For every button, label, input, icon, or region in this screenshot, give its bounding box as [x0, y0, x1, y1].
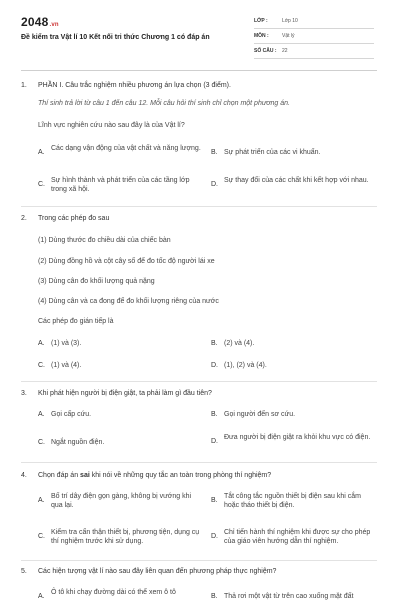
question-text-part: Chọn đáp án — [38, 472, 81, 479]
option-text: (1) và (3). — [51, 340, 82, 347]
option-b[interactable] — [211, 148, 376, 157]
option-c[interactable] — [38, 361, 203, 370]
option-letter: D. — [211, 181, 218, 188]
option-text: Sự thay đổi của các chất khi kết hợp với nhau. — [224, 177, 369, 184]
question-5 — [21, 567, 377, 576]
option-text: Chỉ tiến hành thí nghiệm khi được sự cho phép của giáo viên hướng dẫn thí nghiệm. — [224, 529, 371, 546]
option-text: Ô tô khi chạy đường dài có thể xem ô tô — [51, 589, 176, 596]
option-text: Tắt công tắc nguồn thiết bị điện sau khi cắm hoặc tháo thiết bị điện. — [224, 493, 361, 510]
document-title: Đề kiểm tra Vật lí 10 Kết nối tri thức Chương 1 có đáp án — [21, 34, 210, 41]
option-text: Gọi người đến sơ cứu. — [224, 411, 296, 418]
option-letter: B. — [211, 497, 218, 504]
question-4 — [21, 471, 377, 480]
option-d[interactable] — [211, 433, 376, 446]
question-number: 3. — [21, 390, 27, 397]
meta-value: Vật lý — [282, 32, 295, 39]
question-divider — [21, 381, 377, 382]
question-2 — [21, 214, 377, 223]
option-b[interactable] — [211, 339, 376, 348]
question-divider — [21, 206, 377, 207]
option-letter: A. — [38, 340, 45, 347]
meta-subject — [254, 29, 374, 44]
meta-key: SỐ CÂU : — [254, 47, 277, 54]
option-letter: D. — [211, 533, 218, 540]
question-3 — [21, 389, 377, 398]
option-text: (1), (2) và (4). — [224, 362, 267, 369]
option-d[interactable] — [211, 528, 376, 547]
site-logo[interactable] — [21, 14, 59, 30]
meta-key: MÔN : — [254, 32, 269, 39]
meta-question-count — [254, 44, 374, 59]
option-text: Ngắt nguồn điện. — [51, 439, 105, 446]
question-text: Các hiện tượng vật lí nào sau đây liên quan đến phương pháp thực nghiệm? — [38, 568, 277, 575]
question-text-part: khi nói về những quy tắc an toàn trong phòng thí nghiệm? — [89, 472, 272, 479]
logo-suffix: .vn — [49, 22, 59, 28]
option-letter: A. — [38, 497, 45, 504]
option-b[interactable] — [211, 492, 376, 511]
option-text: Kiểm tra cẩn thận thiết bị, phương tiện, dụng cụ thí nghiệm trước khi sử dụng. — [51, 529, 200, 546]
option-letter: B. — [211, 149, 218, 156]
question-number: 1. — [21, 82, 27, 89]
option-a[interactable] — [38, 144, 203, 157]
option-text: Các dạng vận động của vật chất và năng lượng. — [51, 145, 201, 152]
option-letter: C. — [38, 439, 45, 446]
option-letter: B. — [211, 340, 218, 347]
question-text: Trong các phép đo sau — [38, 215, 110, 222]
option-letter: D. — [211, 438, 218, 445]
option-letter: B. — [211, 593, 218, 600]
option-letter: B. — [211, 411, 218, 418]
option-text: Đưa người bị điện giật ra khỏi khu vực có điện. — [224, 434, 371, 441]
option-letter: A. — [38, 593, 45, 600]
statement-line: (4) Dùng cân và ca đong để đo khối lượng riêng của nước — [38, 298, 219, 305]
option-letter: C. — [38, 181, 45, 188]
emphasis-word: sai — [80, 472, 90, 479]
question-text: Khi phát hiện người bị điện giật, ta phải làm gì đầu tiên? — [38, 390, 212, 397]
question-prompt: Các phép đo gián tiếp là — [38, 318, 114, 325]
statement-line: (2) Dùng đồng hồ và cột cây số để đo tốc độ người lái xe — [38, 258, 215, 265]
meta-value: Lớp 10 — [282, 17, 298, 24]
statement-line: (3) Dùng cân đo khối lượng quả nặng — [38, 278, 155, 285]
option-text: (1) và (4). — [51, 362, 82, 369]
option-c[interactable] — [38, 528, 203, 547]
option-a[interactable] — [38, 492, 203, 511]
option-c[interactable] — [38, 176, 203, 195]
question-number: 2. — [21, 215, 27, 222]
option-a[interactable] — [38, 588, 203, 601]
question-text: PHẦN I. Câu trắc nghiệm nhiều phương án lựa chọn (3 điểm). — [38, 82, 231, 89]
option-letter: C. — [38, 533, 45, 540]
option-a[interactable] — [38, 410, 203, 419]
option-d[interactable] — [211, 176, 376, 189]
option-text: Sự hình thành và phát triển của các tầng lớp trong xã hội. — [51, 177, 190, 194]
statement-line: (1) Dùng thước đo chiều dài của chiếc bàn — [38, 237, 171, 244]
option-text: (2) và (4). — [224, 340, 255, 347]
option-letter: C. — [38, 362, 45, 369]
option-text: Gọi cấp cứu. — [51, 411, 92, 418]
option-letter: A. — [38, 411, 45, 418]
question-number: 5. — [21, 568, 27, 575]
instruction-text: Thí sinh trả lời từ câu 1 đến câu 12. Mỗi câu hỏi thí sinh chỉ chọn một phương án. — [38, 100, 290, 107]
logo-text: 2048 — [21, 15, 49, 29]
option-text: Sự phát triển của các vi khuẩn. — [224, 149, 321, 156]
option-text: Thả rơi một vật từ trên cao xuống mặt đất — [224, 593, 354, 600]
question-number: 4. — [21, 472, 27, 479]
meta-key: LỚP : — [254, 17, 268, 24]
option-letter: A. — [38, 149, 45, 156]
option-c[interactable] — [38, 438, 203, 447]
exam-meta — [254, 14, 374, 59]
option-letter: D. — [211, 362, 218, 369]
question-prompt: Lĩnh vực nghiên cứu nào sau đây là của Vật lí? — [38, 122, 185, 129]
header-divider — [21, 70, 377, 71]
question-divider — [21, 560, 377, 561]
option-text: Bố trí dây điện gọn gàng, không bị vướng khi qua lại. — [51, 493, 192, 510]
meta-value: 22 — [282, 47, 288, 54]
question-divider — [21, 462, 377, 463]
option-d[interactable] — [211, 361, 376, 370]
option-a[interactable] — [38, 339, 203, 348]
option-b[interactable] — [211, 410, 376, 419]
question-text — [38, 471, 377, 480]
meta-grade — [254, 14, 374, 29]
question-1 — [21, 81, 377, 90]
page-header — [0, 0, 400, 70]
